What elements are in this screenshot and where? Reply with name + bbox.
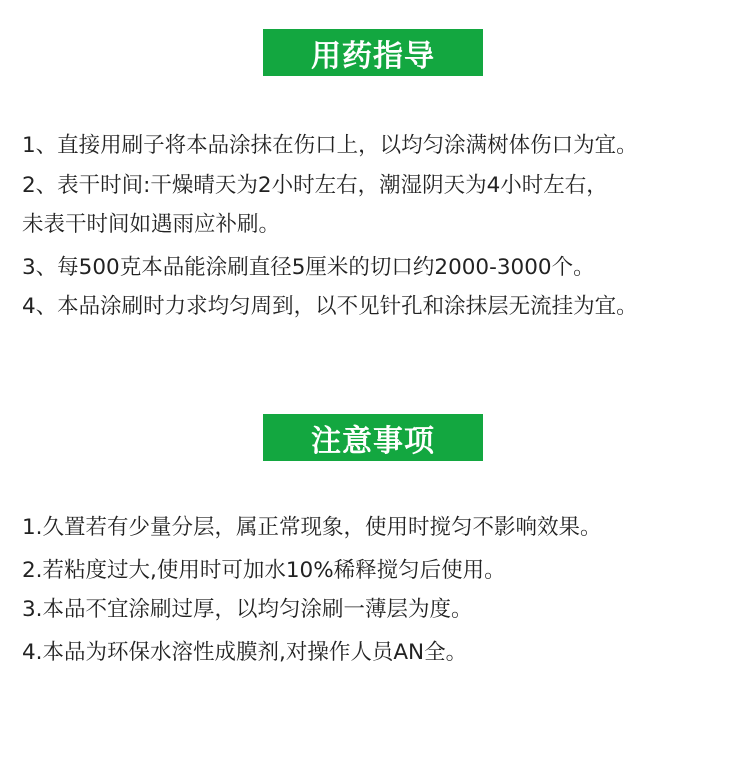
notes-line-3: 3.本品不宜涂刷过厚，以均匀涂刷一薄层为度。 <box>22 597 473 622</box>
usage-line-5: 4、本品涂刷时力求均匀周到，以不见针孔和涂抹层无流挂为宜。 <box>22 294 638 319</box>
usage-title: 用药指导 <box>263 29 483 76</box>
notes-line-2: 2.若粘度过大,使用时可加水10%稀释搅匀后使用。 <box>22 558 506 583</box>
usage-line-3: 未表干时间如遇雨应补刷。 <box>22 212 281 237</box>
notes-line-1: 1.久置若有少量分层，属正常现象，使用时搅匀不影响效果。 <box>22 515 602 540</box>
usage-line-1: 1、直接用刷子将本品涂抹在伤口上，以均匀涂满树体伤口为宜。 <box>22 133 638 158</box>
notes-line-4: 4.本品为环保水溶性成膜剂,对操作人员AN全。 <box>22 640 468 665</box>
usage-line-4: 3、每500克本品能涂刷直径5厘米的切口约2000-3000个。 <box>22 255 595 280</box>
notes-title: 注意事项 <box>263 414 483 461</box>
usage-line-2: 2、表干时间:干燥晴天为2小时左右，潮湿阴天为4小时左右， <box>22 173 608 198</box>
